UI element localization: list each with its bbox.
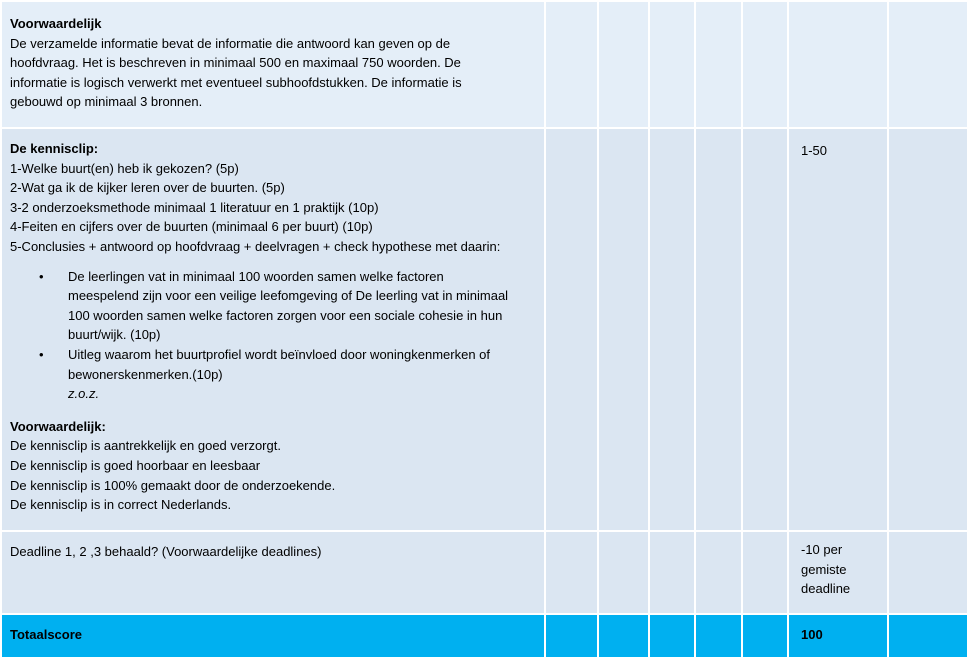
score-cell — [742, 531, 788, 614]
list-item: 4-Feiten en cijfers over de buurten (minimaal 6 per buurt) (10p) — [10, 219, 373, 235]
criteria-cell — [1, 531, 545, 614]
text-line: Uitleg waarom het buurtprofiel wordt beïnvloed door woningkenmerken of — [68, 346, 491, 362]
score-cell — [649, 531, 695, 614]
row-heading: Voorwaardelijk — [10, 16, 102, 31]
score-cell — [649, 614, 695, 658]
score-cell — [695, 1, 742, 128]
text-line: gebouwd op minimaal 3 bronnen. — [10, 94, 203, 110]
text-line: buurt/wijk. (10p) — [68, 327, 161, 343]
list-item: 2-Wat ga ik de kijker leren over de buurten. (5p) — [10, 180, 285, 196]
score-cell — [545, 614, 598, 658]
row-subheading: Voorwaardelijk: — [10, 418, 106, 434]
text-line: De verzamelde informatie bevat de informatie die antwoord kan geven op de — [10, 35, 451, 51]
bullet-item — [39, 267, 536, 345]
text-line: De leerlingen vat in minimaal 100 woorden samen welke factoren — [68, 268, 444, 284]
list-item: 3-2 onderzoeksmethode minimaal 1 literatuur en 1 praktijk (10p) — [10, 199, 379, 215]
list-item: 5-Conclusies + antwoord op hoofdvraag + deelvragen + check hypothese met daarin: — [10, 238, 501, 254]
row-voorwaardelijk — [1, 1, 967, 128]
row-deadline — [1, 531, 967, 614]
list-item: 1-Welke buurt(en) heb ik gekozen? (5p) — [10, 160, 239, 176]
points-cell — [788, 1, 888, 128]
score-cell — [888, 128, 967, 531]
score-cell — [695, 128, 742, 531]
text-line: bewonerskenmerken.(10p) — [68, 366, 223, 382]
criteria-cell — [1, 1, 545, 128]
condition-item: De kennisclip is 100% gemaakt door de onderzoekende. — [10, 477, 336, 493]
score-cell — [742, 1, 788, 128]
points-cell — [788, 531, 888, 614]
points-cell — [788, 128, 888, 531]
score-cell — [598, 1, 649, 128]
score-cell — [598, 531, 649, 614]
text-line: hoofdvraag. Het is beschreven in minimaal 500 en maximaal 750 woorden. De — [10, 55, 461, 71]
condition-item: De kennisclip is aantrekkelijk en goed verzorgt. — [10, 438, 281, 454]
score-cell — [742, 128, 788, 531]
total-label: Totaalscore — [10, 627, 83, 642]
text-line: 100 woorden samen welke factoren zorgen voor een sociale cohesie in hun — [68, 307, 503, 323]
score-cell — [742, 614, 788, 658]
condition-item: De kennisclip is goed hoorbaar en leesbaar — [10, 457, 261, 473]
score-cell — [888, 531, 967, 614]
score-cell — [598, 128, 649, 531]
bullet-icon: • — [39, 346, 44, 362]
points-cell — [788, 614, 888, 658]
points-line: deadline — [801, 581, 851, 597]
bullet-item — [39, 345, 536, 384]
row-heading: De kennisclip: — [10, 141, 99, 156]
text-line: informatie is logisch verwerkt met eventueel subhoofdstukken. De informatie is — [10, 74, 462, 90]
points-line: -10 per — [801, 542, 843, 557]
score-cell — [649, 1, 695, 128]
score-cell — [545, 1, 598, 128]
text-line: meespelend zijn voor een veilige leefomgeving of De leerling vat in minimaal — [68, 288, 509, 304]
score-cell — [545, 531, 598, 614]
deadline-text: Deadline 1, 2 ,3 behaald? (Voorwaardelijke deadlines) — [10, 544, 322, 559]
zoz-note: z.o.z. — [68, 386, 100, 402]
score-cell — [888, 1, 967, 128]
score-cell — [695, 614, 742, 658]
bullet-icon: • — [39, 268, 44, 284]
row-totaalscore — [1, 614, 967, 658]
condition-item: De kennisclip is in correct Nederlands. — [10, 497, 232, 513]
score-cell — [545, 128, 598, 531]
criteria-cell — [1, 128, 545, 531]
points-line: gemiste — [801, 561, 847, 577]
row-kennisclip — [1, 128, 967, 531]
points-value: 1-50 — [801, 143, 828, 158]
score-cell — [888, 614, 967, 658]
score-cell — [598, 614, 649, 658]
score-cell — [695, 531, 742, 614]
score-cell — [649, 128, 695, 531]
total-label-cell — [1, 614, 545, 658]
bullet-list — [10, 267, 536, 385]
total-score: 100 — [801, 627, 823, 642]
